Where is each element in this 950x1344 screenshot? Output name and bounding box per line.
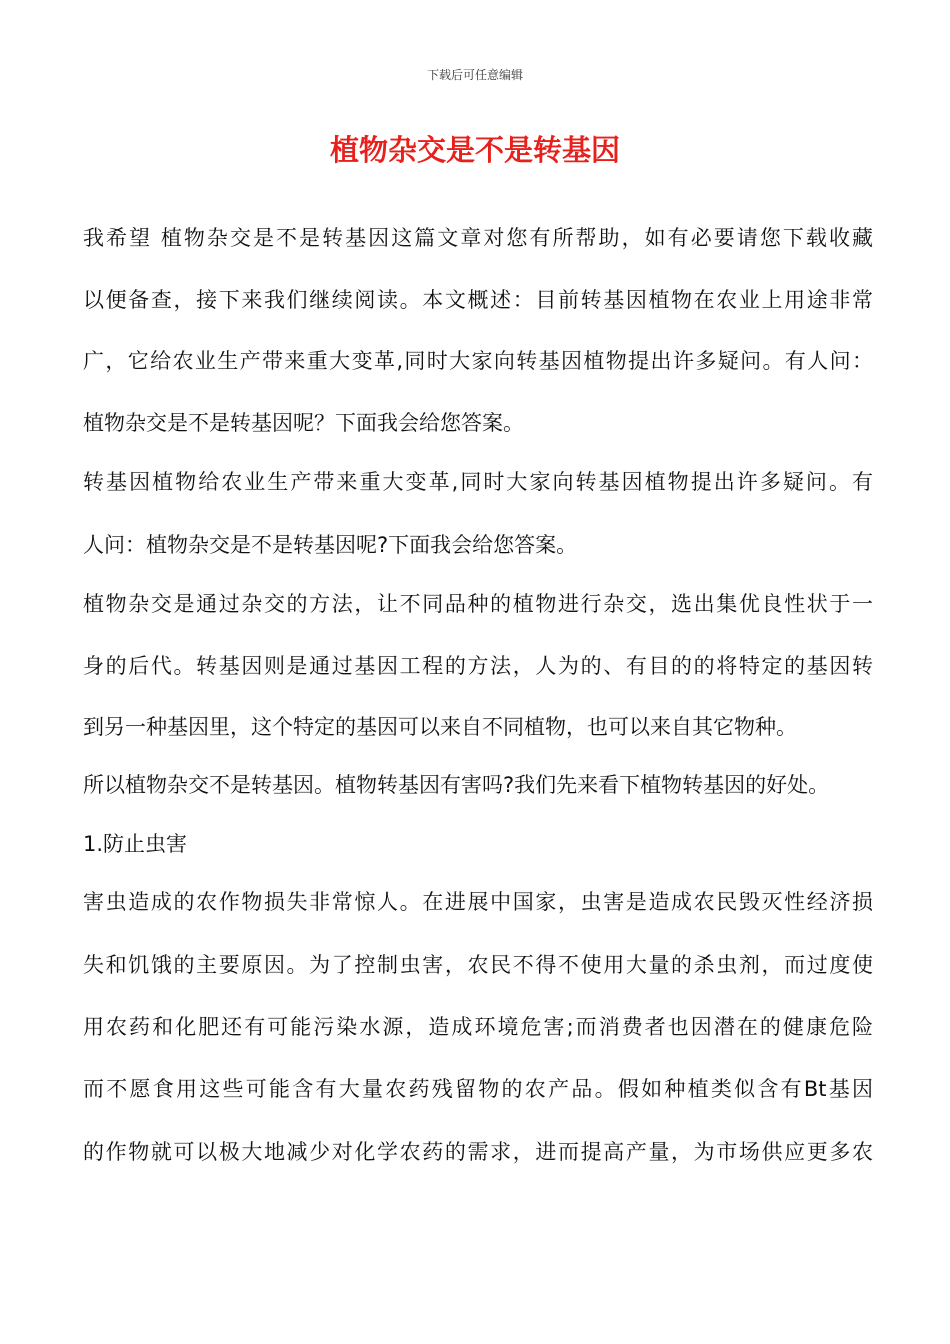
body-line: 1.防止虫害 bbox=[83, 832, 188, 856]
body-line: 植物杂交是不是转基因呢？下面我会给您答案。 bbox=[83, 411, 524, 435]
body-line: 的作物就可以极大地减少对化学农药的需求，进而提高产量，为市场供应更多农 bbox=[83, 1140, 873, 1164]
body-line: 广，它给农业生产带来重大变革,同时大家向转基因植物提出许多疑问。有人问： bbox=[83, 349, 873, 373]
body-line: 用农药和化肥还有可能污染水源，造成环境危害;而消费者也因潜在的健康危险 bbox=[83, 1015, 873, 1039]
body-line: 到另一种基因里，这个特定的基因可以来自不同植物，也可以来自其它物种。 bbox=[83, 715, 797, 739]
body-line: 人问：植物杂交是不是转基因呢?下面我会给您答案。 bbox=[83, 533, 578, 557]
body-line: 植物杂交是通过杂交的方法，让不同品种的植物进行杂交，选出集优良性状于一 bbox=[83, 592, 873, 616]
body-line: 转基因植物给农业生产带来重大变革,同时大家向转基因植物提出许多疑问。有 bbox=[83, 470, 873, 494]
body-line: 而不愿食用这些可能含有大量农药残留物的农产品。假如种植类似含有Bt基因 bbox=[83, 1077, 873, 1101]
document-title: 植物杂交是不是转基因 bbox=[329, 133, 620, 167]
body-line: 失和饥饿的主要原因。为了控制虫害，农民不得不使用大量的杀虫剂，而过度使 bbox=[83, 953, 873, 977]
body-line: 害虫造成的农作物损失非常惊人。在进展中国家，虫害是造成农民毁灭性经济损 bbox=[83, 890, 873, 914]
header-note: 下载后可任意编辑 bbox=[426, 68, 523, 82]
body-line: 身的后代。转基因则是通过基因工程的方法，人为的、有目的的将特定的基因转 bbox=[83, 654, 873, 678]
body-line: 所以植物杂交不是转基因。植物转基因有害吗?我们先来看下植物转基因的好处。 bbox=[83, 773, 830, 797]
body-line: 我希望 植物杂交是不是转基因这篇文章对您有所帮助，如有必要请您下载收藏 bbox=[83, 226, 873, 250]
body-line: 以便备查，接下来我们继续阅读。本文概述：目前转基因植物在农业上用途非常 bbox=[83, 288, 873, 312]
